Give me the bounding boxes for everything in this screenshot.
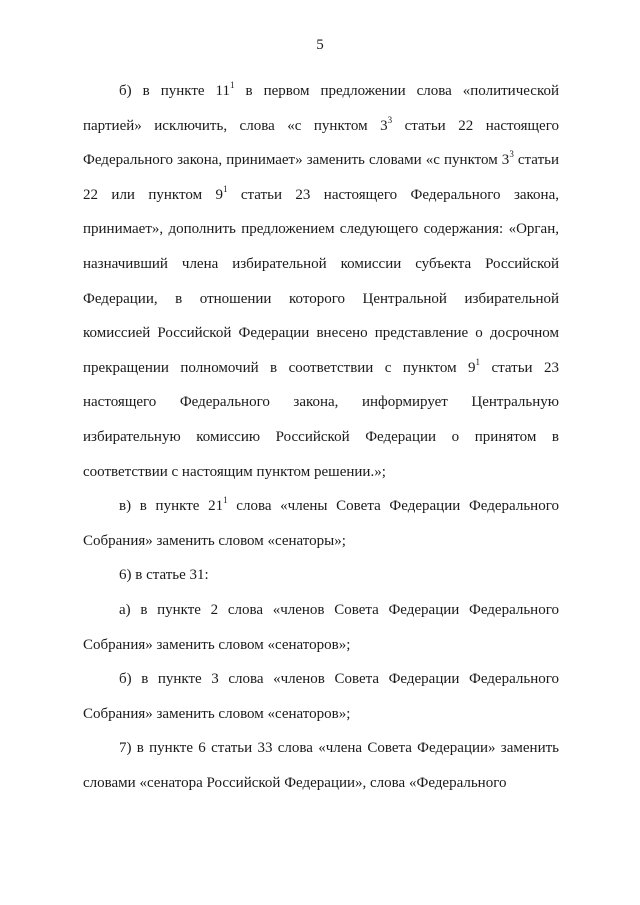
superscript-index: 1 <box>223 495 228 506</box>
paragraph-item-7-article-33 <box>83 731 559 800</box>
paragraph-text-run: в) в пункте 21 <box>119 498 224 515</box>
paragraph-text-run: статьи 22 или пунктом 9 <box>83 152 559 203</box>
superscript-index: 1 <box>475 356 481 367</box>
paragraph-text-run: статьи 23 настоящего Федерального закона, принимает», дополнить предложением следующего содержания: «Орган, назначивший члена избирательной комиссии субъекта Российской Федерации, в отношении которого Центральной избирательной комиссией Российской Федерации внесено представление о досрочном прекращении полномочий в соответствии с пунктом 9 <box>83 186 559 376</box>
paragraph-text-run: в первом предложении слова «политической партией» исключить, слова «с пунктом 3 <box>83 83 559 134</box>
paragraph-item-b-point-11-1 <box>83 74 559 489</box>
paragraph-item-v-point-21-1 <box>83 489 559 558</box>
document-body <box>83 74 559 800</box>
paragraph-text-run: а) в пункте 2 слова «членов Совета Федерации Федерального Собрания» заменить словом «сенаторов»; <box>83 601 559 653</box>
superscript-index: 1 <box>222 183 228 194</box>
paragraph-item-b-point-3 <box>83 662 559 731</box>
paragraph-text-run: б) в пункте 11 <box>119 83 231 99</box>
superscript-index: 3 <box>387 114 393 125</box>
page-number: 5 <box>316 37 324 53</box>
paragraph-text-run: 7) в пункте 6 статьи 33 слова «члена Совета Федерации» заменить словами «сенатора Российской Федерации», слова «Федерального <box>83 740 559 791</box>
superscript-index: 1 <box>230 80 235 90</box>
paragraph-text-run: 6) в статье 31: <box>119 567 209 584</box>
paragraph-text-run: статьи 23 настоящего Федерального закона, информирует Центральную избирательную комиссию Российской Федерации о принятом в соответствии с настоящим пунктом решении.»; <box>83 359 559 480</box>
paragraph-text-run: б) в пункте 3 слова «членов Совета Федерации Федерального Собрания» заменить словом «сенаторов»; <box>83 671 559 722</box>
superscript-index: 3 <box>509 149 514 160</box>
paragraph-text-run: статьи 22 настоящего Федерального закона, принимает» заменить словами «с пунктом 3 <box>83 117 559 169</box>
paragraph-item-6-article-31 <box>83 558 559 593</box>
paragraph-item-a-point-2 <box>83 593 559 662</box>
paragraph-text-run: слова «члены Совета Федерации Федерального Собрания» заменить словом «сенаторы»; <box>83 498 559 549</box>
